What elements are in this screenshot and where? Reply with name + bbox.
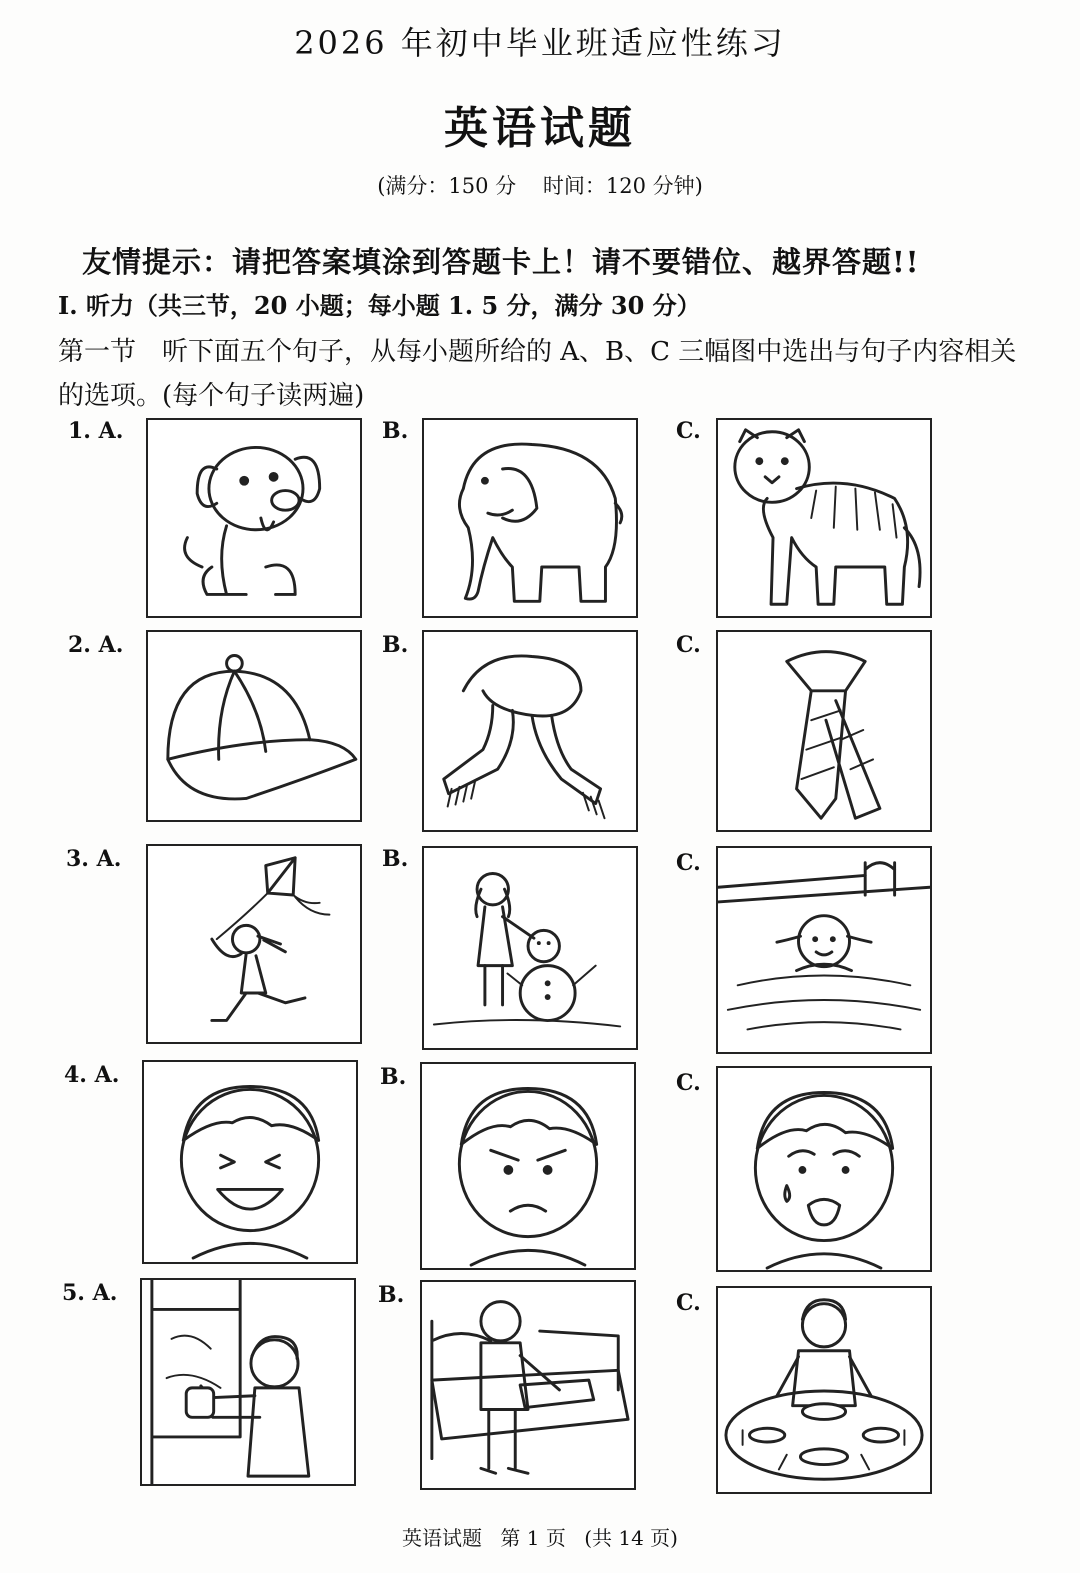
girl-building-snowman-icon xyxy=(422,846,638,1050)
footer-total-pages: (共 14 页) xyxy=(584,1526,678,1550)
tie-icon xyxy=(716,630,932,832)
question-2-number: 2. A. xyxy=(68,632,124,658)
footer-subject: 英语试题 xyxy=(402,1526,483,1550)
question-4-option-c-label: C. xyxy=(676,1070,701,1096)
girl-flying-kite-icon xyxy=(146,844,362,1044)
footer-page-number: 第 1 页 xyxy=(500,1526,566,1550)
exam-time: 时间：120 分钟) xyxy=(542,174,703,198)
question-1-option-b-label: B. xyxy=(382,418,409,444)
question-3-number: 3. A. xyxy=(66,846,122,872)
question-5-number: 5. A. xyxy=(62,1280,118,1306)
subject-title: 英语试题 xyxy=(444,103,636,154)
question-4-number: 4. A. xyxy=(64,1062,120,1088)
question-2-option-b-label: B. xyxy=(382,632,409,658)
happy-boy-icon xyxy=(142,1060,358,1264)
question-5-option-c-label: C. xyxy=(676,1290,701,1316)
question-3-option-c-label: C. xyxy=(676,850,701,876)
scarf-icon xyxy=(422,630,638,832)
question-2-option-c-label: C. xyxy=(676,632,701,658)
scared-boy-icon xyxy=(716,1066,932,1272)
angry-boy-icon xyxy=(420,1062,636,1270)
question-3-option-b-label: B. xyxy=(382,846,409,872)
boy-setting-table-icon xyxy=(716,1286,932,1494)
boy-making-bed-icon xyxy=(420,1280,636,1490)
cap-icon xyxy=(146,630,362,822)
section-instruction: 第一节 听下面五个句子，从每小题所给的 A、B、C 三幅图中选出与句子内容相关的选项。(每个句子读两遍) xyxy=(58,337,1017,411)
full-score: (满分：150 分 xyxy=(377,174,517,198)
question-1-option-c-label: C. xyxy=(676,418,701,444)
boy-cleaning-window-icon xyxy=(140,1278,356,1486)
exam-title: 2026 年初中毕业班适应性练习 xyxy=(294,24,786,62)
score-time-line xyxy=(0,170,1080,200)
elephant-icon xyxy=(422,418,638,618)
question-1-number: 1. A. xyxy=(68,418,124,444)
tiger-icon xyxy=(716,418,932,618)
question-4-option-b-label: B. xyxy=(380,1064,407,1090)
question-5-option-b-label: B. xyxy=(378,1282,405,1308)
friendly-reminder: 友情提示：请把答案填涂到答题卡上！请不要错位、越界答题!! xyxy=(82,245,920,279)
girl-swimming-icon xyxy=(716,846,932,1054)
page-footer xyxy=(0,1522,1080,1551)
dog-icon xyxy=(146,418,362,618)
section-heading: Ⅰ. 听力（共三节，20 小题；每小题 1. 5 分，满分 30 分） xyxy=(58,291,701,320)
